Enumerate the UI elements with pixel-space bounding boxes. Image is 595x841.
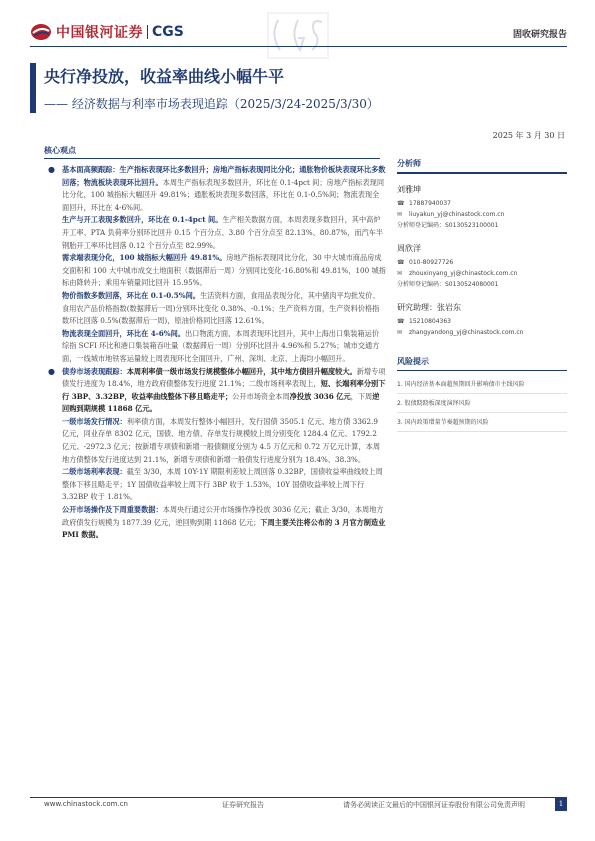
bullet-dot-icon: ● [48,165,55,174]
risk-heading-divider [397,370,567,372]
production-summary: 生产与开工表现多数回升，环比在 0.1-4pct 间。 [62,215,223,225]
para-secondary-market [44,466,386,504]
risk-item: 2. 股债跷跷板深度演绎风险 [397,394,567,413]
demand-detail: 房地产指标表现同比分化，30 中大城市商品房成交面积和 100 大中城市成交土地面积（数据滞后一周）分别同比变化-16.80%和 49.81%，100 城指标由降转升；乘用车销量同比回升 15.95%。 [62,253,386,288]
para-prices [44,290,386,328]
footer-disclaimer: 请务必阅读正文最后的中国银河证券股份有限公司免责声明 [343,801,525,809]
logistics-summary: 物流表现全面回升，环比在 4-6%间。 [62,328,185,338]
analyst-heading: 分析师 [397,158,421,168]
footer-report-type: 证券研究报告 [222,801,264,809]
analyst-heading-divider [397,172,567,174]
header-divider [30,46,567,47]
sidebar [397,158,567,432]
bond-market-detail-3: ，下周 [350,391,373,401]
primary-market-detail: 利率债方面，本周发行整体小幅回升，发行国债 3505.1 亿元、地方债 3362.9 亿元，同业存单 8302 亿元，国债、地方债、存单发行规模较上周分别变化 1284.4 亿元、1792.2 亿元、-2972.3 亿元；按新增专项债和新增一般债额度分别为 4.5 万亿元和 0.72 万亿元计算，本周地方债整体发行进度达到 21.1%，新增专项债和新增一般债发行进度分别为 18.4%、38.3%。 [62,416,381,464]
demand-summary: 需求端表现分化，100 城指标大幅回升 49.81%。 [62,253,227,263]
bullet-bond-market [44,366,386,416]
open-market-detail: 本周央行通过公开市场操作净投放 3036 亿元；截止 3/30，本周地方政府债发行规模为 1877.39 亿元，逆回购到期 11868 亿元； [62,505,384,527]
analyst-email[interactable]: liuyakun_yj@chinastock.com.cn [409,210,505,218]
logo-divider [147,25,148,39]
para-primary-market [44,416,386,466]
prices-detail: 生活资料方面，食用品表现分化，其中猪肉平均批发价、食用农产品价格指数(数据滞后一周)分别环比变化 0.38%、-0.1%；生产资料方面，生产资料价格指数环比回落 0.5%(数据滞后一周)，原油价格同比回落 12.61%。 [62,290,380,326]
risk-item: 3. 国内政策增量节奏超预期的风险 [397,413,567,432]
logistics-detail: 出口物流方面，本周表现环比回升，其中上海出口集装箱运价综指 SCFI 环比和港口集装箱吞吐量（数据滞后一周）分别环比回升 4.96%和 5.27%；城市交通方面，一线城市地铁客运量较上周表现环比全面回升，广州、深圳、北京、上海均小幅回升。 [62,328,380,363]
logo-chinese-text: 中国银河证券 [56,25,143,41]
secondary-market-heading: 二级市场利率表现： [62,467,127,477]
reverse-repo-maturity: 逆回购到期规模 11868 亿元。 [62,391,380,414]
phone-icon: ☎ [397,258,405,266]
email-icon: ✉ [397,269,403,277]
email-icon: ✉ [397,210,403,218]
open-market-heading: 公开市场操作及下周重要数据： [62,505,163,515]
prices-summary: 物价指数多数回落，环比在 0.1-0.5%间。 [62,290,200,300]
para-open-market [44,504,386,542]
next-week-focus: 下周主要关注将公布的 3 月官方制造业 PMI 数据。 [62,517,386,540]
para-production [44,214,386,252]
bond-market-yield-summary: 短、长端利率分别下行 3BP、3.32BP，收益率曲线整体下移且略走平； [62,379,386,401]
logo-english-text: CGS [152,24,184,40]
production-detail: 生产相关数据方面，本周表现多数回升，其中高炉开工率、PTA 负荷率分别环比回升 0.15 个百分点、3.80 个百分点至 82.13%、80.87%，而汽车半钢胎开工率环比回落 0.12 个百分点至 82.99%。 [62,215,384,250]
core-views-divider [44,158,380,159]
risk-heading: 风险提示 [397,355,429,366]
para-logistics [44,328,386,366]
analyst-phone: 010-80927726 [409,258,454,266]
bond-market-summary: 本周利率债一级市场发行规模整体小幅回升，其中地方债回升幅度较大。 [126,366,357,376]
phone-icon: ☎ [397,199,405,207]
analyst-name: 周欣洋 [397,243,421,253]
analyst-contact [397,198,567,231]
analyst-name: 刘雅坤 [397,184,421,194]
footer-divider [30,797,567,798]
report-subtitle: —— 经济数据与利率市场表现追踪（2025/3/24-2025/3/30） [44,97,379,111]
title-accent-bar [30,63,36,113]
risk-list [397,375,567,432]
phone-icon: ☎ [397,317,405,325]
galaxy-logo-icon [30,23,52,41]
analyst-cert: 分析师登记编码：S0130523100001 [397,221,499,229]
primary-market-heading: 一级市场发行情况： [62,416,127,426]
secondary-market-detail: 截至 3/30，本周 10Y-1Y 期限利差较上周回落 0.32BP，国债收益率曲线较上周整体下移且略走平；1Y 国债收益率较上周下行 3BP 收于 1.53%，10Y 国债收益率较上周下行 3.32BP 收于 1.81%。 [62,467,383,502]
analyst-phone: 17887940037 [409,199,451,207]
bond-market-detail-2: 公开市场资金本周 [232,391,290,401]
core-views-body [44,164,386,542]
research-assistant-name: 研究助理：张岩东 [397,302,461,312]
fundamentals-summary: 基本面高频跟踪：生产指标表现环比多数回升；房地产指标表现同比分化；通胀物价板块表现环比多数回落；物流板块表现环比回升。 [62,165,386,187]
report-date: 2025 年 3 月 30 日 [492,131,565,140]
bond-market-heading: 债券市场表现跟踪： [62,366,127,376]
bullet-fundamentals [44,164,386,214]
bond-market-detail-1: 新增专项债发行进度为 18.4%，地方政府债整体发行进度 21.1%；二级市场利率表现上， [62,366,386,389]
assistant-phone: 15210804363 [409,317,451,325]
footer-website[interactable]: www.chinastock.com.cn [44,800,128,808]
cgs-watermark [258,8,338,63]
net-injection-value: 净投放 3036 亿元 [289,391,351,401]
assistant-contact [397,316,567,338]
para-demand [44,252,386,290]
email-icon: ✉ [397,328,403,336]
core-views-heading: 核心观点 [44,145,76,155]
analyst-email[interactable]: zhouxinyang_yj@chinastock.com.cn [409,269,518,277]
analyst-contact [397,257,567,290]
page-number: 1 [555,797,567,811]
fundamentals-detail: 本周生产指标表现多数回升，环比在 0.1-4pct 间；房地产指标表现同比分化，100 城指标大幅回升 49.81%；通胀板块表现多数回落，环比在 0.1-0.5%间；物流表现全面回升，环比在 4-6%间。 [62,177,385,212]
analyst-cert: 分析师登记编码：S0130524080001 [397,280,499,288]
bullet-dot-icon: ● [48,366,55,376]
risk-item: 1. 国内经济基本面超预期回升影响债市主线风险 [397,375,567,394]
document-type-label: 固收研究报告 [512,30,567,40]
report-title: 央行净投放，收益率曲线小幅牛平 [44,67,285,86]
assistant-email[interactable]: zhangyandong_yj@chinastock.com.cn [409,328,524,336]
brand-logo [30,22,184,42]
